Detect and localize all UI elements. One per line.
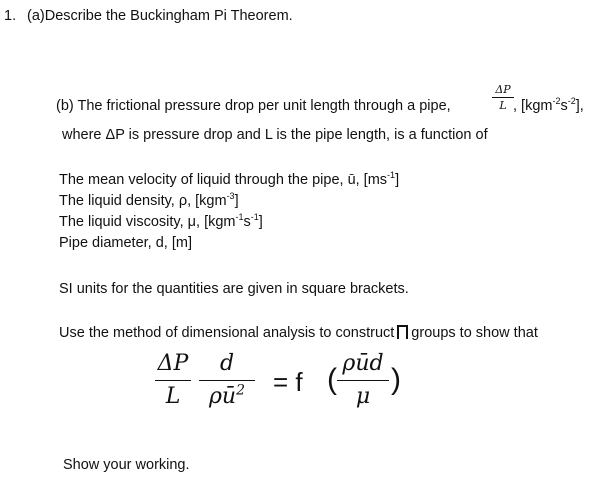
rhs-bar (337, 380, 389, 381)
close-paren: ) (391, 363, 401, 396)
pi-symbol-icon (397, 325, 408, 339)
units-close: ], (575, 98, 584, 114)
units-exp1: -2 (552, 96, 561, 107)
density-exp: -3 (226, 191, 235, 202)
lhs2-bar (199, 380, 255, 381)
variable-viscosity (59, 213, 263, 231)
density-text: The liquid density, ρ, [kgm (59, 193, 227, 209)
viscosity-text: The liquid viscosity, μ, [kgm (59, 214, 236, 230)
rhs-fraction (337, 353, 389, 408)
units-kgm2s2 (513, 97, 584, 115)
velocity-close: ] (395, 172, 400, 188)
velocity-text: The mean velocity of liquid through the pipe, ū, [ms (59, 172, 388, 188)
variable-diameter: Pipe diameter, d, [m] (59, 235, 192, 251)
lhs-fraction-2 (199, 353, 255, 408)
lhs2-den-base: ρū (208, 384, 237, 409)
rhs-denominator: μ (355, 384, 371, 409)
instruction-line (59, 324, 538, 342)
lhs1-denominator: L (165, 384, 181, 409)
show-working-note: Show your working. (63, 457, 190, 473)
equation (155, 353, 425, 433)
si-units-note: SI units for the quantities are given in square brackets. (59, 281, 409, 297)
lhs2-denominator (199, 382, 255, 409)
lhs2-den-exp: 2 (236, 382, 246, 399)
question-number: 1. (4, 8, 17, 24)
fraction-numerator: ΔP (495, 83, 511, 96)
lhs2-numerator: d (219, 351, 235, 376)
delta-p-over-l-fraction (492, 84, 514, 111)
lhs1-numerator: ΔP (157, 351, 189, 376)
part-b-line1: (b) The frictional pressure drop per unit length through a pipe, (56, 98, 451, 114)
part-b-line2: where ΔP is pressure drop and L is the pipe length, is a function of (62, 127, 488, 143)
viscosity-mid: s (243, 214, 251, 230)
viscosity-exp1: -1 (235, 212, 244, 223)
velocity-exp: -1 (387, 170, 396, 181)
lhs1-bar (155, 380, 191, 381)
fraction-bar (492, 97, 514, 98)
viscosity-exp2: -1 (250, 212, 259, 223)
fraction-denominator: L (499, 99, 507, 112)
open-paren: ( (327, 363, 337, 396)
density-close: ] (234, 193, 239, 209)
viscosity-close: ] (258, 214, 263, 230)
instruction-before: Use the method of dimensional analysis to construct (59, 325, 395, 341)
part-a-text: (a)Describe the Buckingham Pi Theorem. (27, 8, 293, 24)
variable-velocity (59, 171, 399, 189)
variable-density (59, 192, 239, 210)
units-mid: s (560, 98, 568, 114)
rhs-numerator: ρūd (342, 351, 384, 376)
lhs-fraction-1 (155, 353, 191, 408)
units-open: , [kgm (513, 98, 553, 114)
units-exp2: -2 (567, 96, 576, 107)
equals-f: = f (273, 367, 303, 397)
instruction-after: groups to show that (411, 325, 538, 341)
